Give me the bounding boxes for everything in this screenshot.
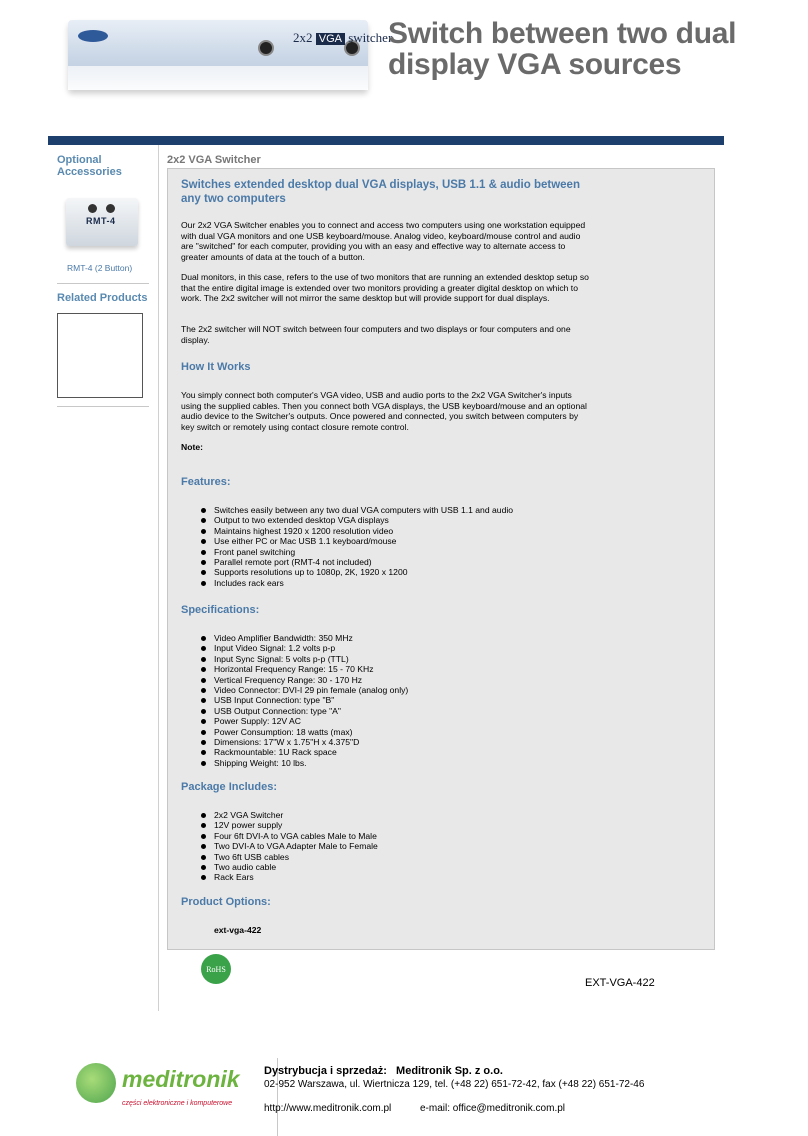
specifications-list	[200, 633, 600, 768]
list-item: Switches easily between any two dual VGA computers with USB 1.1 and audio	[200, 505, 600, 515]
switch-knob-icon	[258, 40, 274, 56]
list-item: Four 6ft DVI-A to VGA cables Male to Male	[200, 831, 600, 841]
option-code: ext-vga-422	[214, 925, 262, 935]
how-it-works-text: You simply connect both computer's VGA video, USB and audio ports to the 2x2 VGA Switcher's inputs using the supplied cables. Then you connect both VGA displays, the USB keyboard/mouse and an optional audio device to the Switcher's outputs. Once powered and connected, you switch between computers by key switch or remotely using contact closure remote control.	[181, 390, 587, 432]
rmt4-image[interactable]	[66, 198, 138, 246]
list-item: USB Input Connection: type "B"	[200, 695, 600, 705]
list-item: Includes rack ears	[200, 578, 600, 588]
related-products-heading: Related Products	[57, 292, 148, 304]
list-item: Maintains highest 1920 x 1200 resolution video	[200, 526, 600, 536]
list-item: Rackmountable: 1U Rack space	[200, 747, 600, 757]
rohs-badge: RoHS	[201, 954, 231, 984]
features-heading: Features:	[181, 476, 231, 488]
how-it-works-heading: How It Works	[181, 361, 251, 373]
list-item: Power Supply: 12V AC	[200, 716, 600, 726]
sidebar	[48, 145, 159, 1011]
intro-paragraph: Dual monitors, in this case, refers to the use of two monitors that are running an extended desktop setup so that the entire digital image is extended over two monitors providing a greater digital desktop on which to work. The 2x2 switcher will not mirror the same desktop but will provide support for dual displays.	[181, 272, 589, 303]
list-item: Input Sync Signal: 5 volts p-p (TTL)	[200, 654, 600, 664]
list-item: Supports resolutions up to 1080p, 2K, 1920 x 1200	[200, 567, 600, 577]
meditronik-logo: meditronik części elektroniczne i komputerowe	[76, 1063, 246, 1123]
list-item: Horizontal Frequency Range: 15 - 70 KHz	[200, 664, 600, 674]
company-address: 02-952 Warszawa, ul. Wiertnicza 129, tel. (+48 22) 651-72-42, fax (+48 22) 651-72-46	[264, 1079, 645, 1090]
globe-icon	[76, 1063, 116, 1103]
button-icon	[88, 204, 97, 213]
specifications-heading: Specifications:	[181, 604, 260, 616]
tagline: Switches extended desktop dual VGA displays, USB 1.1 & audio between any two computers	[181, 179, 580, 205]
list-item: Power Consumption: 18 watts (max)	[200, 727, 600, 737]
optional-accessories-heading: Optional Accessories	[57, 154, 122, 178]
list-item: Input Video Signal: 1.2 volts p-p	[200, 643, 600, 653]
email-link[interactable]: e-mail: office@meditronik.com.pl	[420, 1103, 566, 1114]
list-item: Use either PC or Mac USB 1.1 keyboard/mouse	[200, 536, 600, 546]
distribution-label: Dystrybucja i sprzedaż: Meditronik Sp. z o.o.	[264, 1065, 503, 1077]
rmt4-image-label: RMT-4	[86, 216, 116, 226]
list-item: Shipping Weight: 10 lbs.	[200, 758, 600, 768]
website-link[interactable]: http://www.meditronik.com.pl	[264, 1103, 392, 1114]
divider	[57, 406, 149, 407]
list-item: Output to two extended desktop VGA displays	[200, 515, 600, 525]
features-list	[200, 505, 600, 588]
list-item: 12V power supply	[200, 820, 600, 830]
gefen-logo-icon	[78, 30, 108, 42]
divider	[57, 283, 149, 284]
list-item: Vertical Frequency Range: 30 - 170 Hz	[200, 675, 600, 685]
list-item: Video Connector: DVI-I 29 pin female (analog only)	[200, 685, 600, 695]
note-label: Note:	[181, 442, 203, 452]
package-heading: Package Includes:	[181, 781, 277, 793]
list-item: Front panel switching	[200, 547, 600, 557]
list-item: Video Amplifier Bandwidth: 350 MHz	[200, 633, 600, 643]
button-icon	[106, 204, 115, 213]
list-item: Two audio cable	[200, 862, 600, 872]
headline: Switch between two dual display VGA sources	[388, 17, 737, 81]
intro-paragraph: The 2x2 switcher will NOT switch between four computers and two displays or four computers and one display.	[181, 324, 571, 345]
list-item: USB Output Connection: type "A"	[200, 706, 600, 716]
page-title: 2x2 VGA Switcher	[167, 154, 261, 166]
list-item: Rack Ears	[200, 872, 600, 882]
package-list	[200, 810, 600, 883]
list-item: Parallel remote port (RMT-4 not included)	[200, 557, 600, 567]
list-item: Two 6ft USB cables	[200, 852, 600, 862]
top-bar	[48, 136, 724, 145]
list-item: Dimensions: 17"W x 1.75"H x 4.375"D	[200, 737, 600, 747]
list-item: Two DVI-A to VGA Adapter Male to Female	[200, 841, 600, 851]
accessory-link[interactable]: RMT-4 (2 Button)	[67, 263, 133, 273]
related-products-box	[57, 313, 143, 398]
product-options-heading: Product Options:	[181, 896, 271, 908]
list-item: 2x2 VGA Switcher	[200, 810, 600, 820]
device-label: 2x2 VGA switcher	[293, 30, 393, 45]
intro-paragraph: Our 2x2 VGA Switcher enables you to connect and access two computers using one workstation equipped with dual VGA monitors and one USB keyboard/mouse. Analog video, keyboard/mouse control and audio are "switched" for each computer, providing you with an easy and effective way to alternate access to greater amounts of data at the touch of a button.	[181, 220, 586, 262]
part-number: EXT-VGA-422	[585, 977, 655, 989]
product-header-image	[68, 20, 393, 90]
